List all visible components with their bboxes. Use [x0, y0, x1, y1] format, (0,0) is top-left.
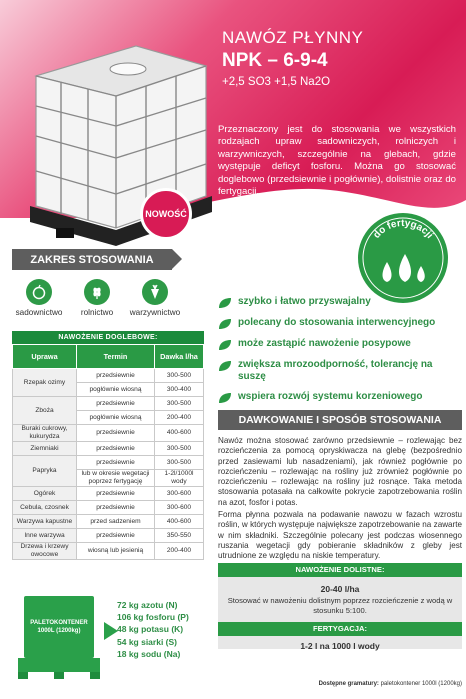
- cell-termin: przedsiewnie: [77, 529, 155, 543]
- crop-label: warzywnictwo: [129, 308, 181, 317]
- cell-dawka: 400-600: [155, 425, 204, 442]
- cell-uprawa: Inne warzywa: [13, 529, 77, 543]
- nutrient-item: 48 kg potasu (K): [117, 624, 184, 635]
- cell-uprawa: Cebula, czosnek: [13, 501, 77, 515]
- cell-dawka: 300-500: [155, 442, 204, 456]
- benefit-item: [218, 296, 462, 309]
- table-row: [13, 529, 204, 543]
- footer: [218, 681, 462, 687]
- fertygacja-header: FERTYGACJA:: [218, 622, 462, 636]
- table-row: [13, 487, 204, 501]
- table-row: [13, 425, 204, 442]
- cell-dawka: 300-500: [155, 456, 204, 470]
- col-header-termin: Termin: [77, 345, 155, 369]
- benefit-text: może zastąpić nawożenie posypowe: [238, 338, 411, 349]
- cell-termin: przedsiewnie: [77, 456, 155, 470]
- benefit-text: zwiększa mrozoodporność, tolerancję na suszę: [238, 359, 433, 382]
- benefit-text: szybko i łatwo przyswajalny: [238, 296, 371, 307]
- cell-termin: lub w okresie wegetacji poprzez fertygację: [77, 470, 155, 487]
- carrot-icon: [142, 279, 168, 305]
- pallet-nutrients: [117, 599, 189, 660]
- fertygacja-dose: 1-2 l na 1000 l wody: [300, 641, 380, 651]
- product-name: NPK – 6-9-4: [222, 50, 328, 71]
- dolistne-text: Stosować w nawożeniu dolistnym poprzez rozcieńczenie z wodą w stosunku 5:100.: [227, 596, 453, 615]
- dosage-table: [12, 331, 204, 560]
- nutrient-item: 18 kg sodu (Na): [117, 648, 181, 659]
- col-header-uprawa: Uprawa: [13, 345, 77, 369]
- arrow-right-icon: [104, 622, 118, 640]
- cell-termin: przedsiewnie: [77, 501, 155, 515]
- table-body: [13, 369, 204, 560]
- benefit-text: polecany do stosowania interwencyjnego: [238, 317, 436, 328]
- cell-termin: przedsiewnie: [77, 487, 155, 501]
- table-row: [13, 501, 204, 515]
- cell-dawka: 300-400: [155, 383, 204, 397]
- cell-termin: przedsiewnie: [77, 442, 155, 456]
- pallet-base: [18, 658, 100, 672]
- dawkowanie-paragraph-1: Nawóz można stosować zarówno przedsiewnie – rozlewając bez rozcieńczenia za pomocą opryskiwacza na glebę (bezpośrednio przed zasiewami lub nasadzeniami), jak również pogłównie po rozcieńczeniu – rozlewając na rośliny już zrównież pogłównie po rozcieńczeniu – rozlewając na rośliny już rosnące. Taka metoda stosowania potasała na całkowite pokrycie zapotrzebowania roślin na azot, fosfor i potas.: [218, 436, 462, 507]
- cell-dawka: 300-500: [155, 397, 204, 411]
- pallet-feet: [18, 672, 100, 679]
- cell-termin: pogłównie wiosną: [77, 411, 155, 425]
- table-row: [13, 515, 204, 529]
- cell-dawka: 200-400: [155, 543, 204, 560]
- crop-label: sadownictwo: [15, 308, 63, 317]
- nutrient-item: 72 kg azotu (N): [117, 600, 178, 610]
- cell-termin: przedsiewnie: [77, 397, 155, 411]
- cell-uprawa: Ogórek: [13, 487, 77, 501]
- dawkowanie-paragraph-2: Forma płynna pozwala na podawanie nawozu w fazach wzrostu roślin, w których występuje największe zapotrzebowanie na zawarte w nim składniki. Szczególnie polecany jest podczas wiosennego ruszania wegetacji gdy pobieranie składników z gleby jest utrudnione ze względu na niskie temperatury.: [218, 510, 462, 561]
- cell-dawka: 300-500: [155, 369, 204, 383]
- benefits-list: [218, 296, 462, 412]
- leaf-icon: [218, 392, 232, 404]
- table-row: [13, 543, 204, 560]
- cell-uprawa: Warzywa kapustne: [13, 515, 77, 529]
- leaf-icon: [218, 297, 232, 309]
- fertigation-badge-label: do fertygacji: [371, 217, 435, 241]
- fertigation-badge: [355, 210, 451, 306]
- dawkowanie-text: [218, 436, 462, 564]
- footer-label: Dostępne gramatury:: [318, 681, 379, 687]
- crop-label: rolnictwo: [80, 308, 114, 317]
- cell-uprawa: Buraki cukrowy, kukurydza: [13, 425, 77, 442]
- benefit-item: [218, 338, 462, 351]
- cell-uprawa: Ziemniaki: [13, 442, 77, 456]
- table-title: NAWOŻENIE DOGLEBOWE:: [12, 331, 204, 344]
- cell-termin: przedsiewnie: [77, 369, 155, 383]
- benefit-item: [218, 317, 462, 330]
- cell-termin: przedsiewnie: [77, 425, 155, 442]
- nutrient-item: 54 kg siarki (S): [117, 636, 178, 647]
- pallet-label-1: PALETOKONTENER: [30, 620, 88, 626]
- apple-icon: [26, 279, 52, 305]
- benefit-text: wspiera rozwój systemu korzeniowego: [238, 391, 423, 402]
- product-title-block: [222, 28, 462, 88]
- leaf-icon: [218, 339, 232, 351]
- cell-termin: wiosną lub jesienią: [77, 543, 155, 560]
- pallet-label-2: 1000L (1200kg): [37, 628, 81, 634]
- footer-value: paletokontener 1000l (1200kg): [380, 681, 462, 687]
- table-row: [13, 442, 204, 456]
- cell-dawka: 400-600: [155, 515, 204, 529]
- dolistne-box: [218, 563, 462, 649]
- nutrient-item: 106 kg fosforu (P): [117, 612, 189, 623]
- leaf-icon: [218, 360, 232, 372]
- pallet-container-icon: [24, 596, 94, 658]
- dolistne-dose: 20-40 l/ha: [320, 584, 360, 594]
- product-additives: +2,5 SO3 +1,5 Na2O: [222, 76, 331, 88]
- cell-uprawa: Drzewa i krzewy owocowe: [13, 543, 77, 560]
- table-row: [13, 397, 204, 411]
- leaf-icon: [218, 318, 232, 330]
- zakres-header: ZAKRES STOSOWANIA: [12, 249, 172, 270]
- new-badge: NOWOŚĆ: [140, 188, 192, 240]
- cell-dawka: 300-600: [155, 501, 204, 515]
- cell-uprawa: Rzepak ozimy: [13, 369, 77, 397]
- cell-dawka: 200-400: [155, 411, 204, 425]
- cell-termin: przed sadzeniem: [77, 515, 155, 529]
- product-description: Przeznaczony jest do stosowania we wszystkich rodzajach upraw sadowniczych, rolniczych i warzywniczych, szczególnie na glebach, gdzie występuje deficyt fosforu. Można go stosować doglebowo (przedsiewnie i pogłównie), dolistnie oraz do fertygacji.: [218, 124, 456, 198]
- cell-dawka: 1-2l/1000l wody: [155, 470, 204, 487]
- crop-warzywnictwo: [120, 279, 190, 317]
- dawkowanie-header: DAWKOWANIE I SPOSÓB STOSOWANIA: [218, 410, 462, 430]
- benefit-item: [218, 391, 462, 404]
- cell-uprawa: Papryka: [13, 456, 77, 487]
- table-row: [13, 456, 204, 470]
- cell-uprawa: Zboża: [13, 397, 77, 425]
- col-header-dawka: Dawka l/ha: [155, 345, 204, 369]
- table-row: [13, 369, 204, 383]
- product-type: NAWÓZ PŁYNNY: [222, 28, 364, 47]
- cell-dawka: 350-550: [155, 529, 204, 543]
- wheat-icon: [84, 279, 110, 305]
- cell-termin: pogłównie wiosną: [77, 383, 155, 397]
- pallet-section: [12, 588, 212, 688]
- dolistne-header: NAWOŻENIE DOLISTNE:: [218, 563, 462, 577]
- benefit-item: [218, 359, 462, 383]
- cell-dawka: 300-600: [155, 487, 204, 501]
